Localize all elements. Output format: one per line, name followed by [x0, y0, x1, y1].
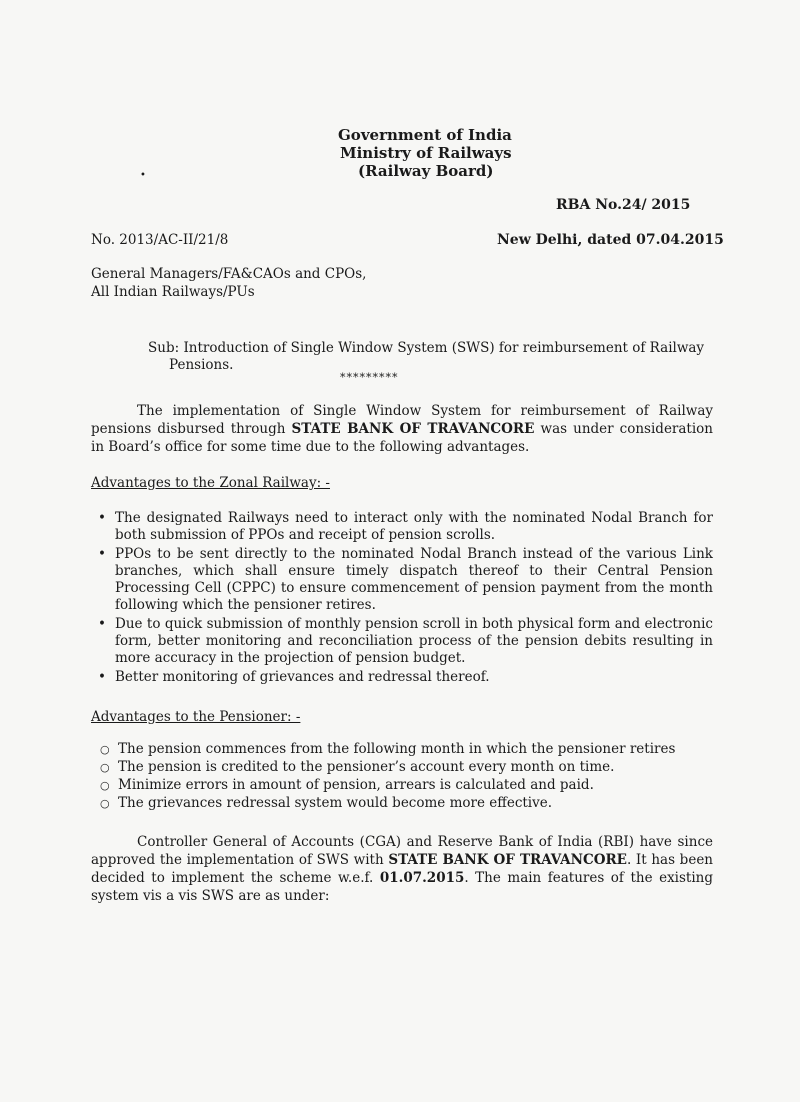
para2-effective-date: 01.07.2015: [379, 870, 465, 886]
list-item-text: The pension commences from the following month in which the pensioner retires: [118, 741, 676, 757]
list-item: [98, 510, 713, 544]
heading-pensioner-advantages: Advantages to the Pensioner: -: [91, 709, 301, 725]
addressee: [91, 265, 366, 301]
bullet-icon: •: [98, 669, 106, 685]
subject-text-continued: Pensions.: [169, 357, 234, 373]
subject-label: Sub:: [148, 340, 180, 356]
list-item: [100, 777, 700, 794]
list-item: [98, 616, 713, 667]
circle-bullet-icon: ○: [100, 743, 110, 756]
list-item: [98, 669, 713, 686]
para1-text: The implementation of Single Window System for reimbursement of Railway pensions disbursed through: [91, 403, 713, 437]
letterhead-line-2: Ministry of Railways: [340, 144, 512, 162]
separator: *********: [340, 371, 399, 384]
date-line: New Delhi, dated 07.04.2015: [497, 232, 724, 248]
rba-number: RBA No.24/ 2015: [556, 197, 691, 213]
bullet-icon: •: [98, 510, 106, 526]
para1-text-end: was under consideration in Board’s office for some time due to the following advantages.: [91, 421, 713, 455]
subject: [148, 340, 713, 374]
pensioner-advantages-list: [100, 741, 700, 813]
list-item-text: The grievances redressal system would become more effective.: [118, 795, 553, 811]
addressee-line-2: All Indian Railways/PUs: [91, 284, 255, 300]
list-item-text: Better monitoring of grievances and redressal thereof.: [115, 669, 490, 685]
scan-speck: •: [140, 170, 146, 181]
list-item-text: Due to quick submission of monthly pension scroll in both physical form and electronic form, better monitoring and reconciliation process of the pension debits resulting in more accuracy in the projection of pension budget.: [115, 616, 713, 666]
addressee-line-1: General Managers/FA&CAOs and CPOs,: [91, 266, 367, 282]
circle-bullet-icon: ○: [100, 797, 110, 810]
para2-text: Controller General of Accounts (CGA) and Reserve Bank of India (RBI) have since approved the implementation of SWS with: [91, 834, 713, 868]
bullet-icon: •: [98, 616, 106, 632]
list-item: [98, 546, 713, 614]
letterhead-line-3: (Railway Board): [358, 162, 494, 180]
list-item: [100, 741, 700, 758]
paragraph-intro: [91, 402, 713, 456]
circle-bullet-icon: ○: [100, 779, 110, 792]
paragraph-implementation: [91, 833, 713, 905]
zonal-advantages-list: [98, 510, 713, 688]
letterhead: [338, 126, 512, 180]
file-number: No. 2013/AC-II/21/8: [91, 232, 229, 248]
letterhead-line-1: Government of India: [338, 126, 512, 144]
para2-text-end: . The main features of the existing system vis a vis SWS are as under:: [91, 870, 714, 904]
list-item: [100, 759, 700, 776]
list-item-text: The pension is credited to the pensioner’s account every month on time.: [118, 759, 615, 775]
heading-zonal-advantages: Advantages to the Zonal Railway: -: [91, 475, 330, 491]
bullet-icon: •: [98, 546, 106, 562]
list-item-text: PPOs to be sent directly to the nominated Nodal Branch instead of the various Link branches, which shall ensure timely dispatch thereof to their Central Pension Processing Cell (CPPC) to ensure commencement of pension payment from the month following which the pensioner retires.: [115, 546, 713, 613]
list-item-text: Minimize errors in amount of pension, arrears is calculated and paid.: [118, 777, 594, 793]
list-item: [100, 795, 700, 812]
subject-text: Introduction of Single Window System (SWS) for reimbursement of Railway: [183, 340, 705, 356]
para2-text-mid: . It has been decided to implement the scheme w.e.f.: [91, 852, 713, 886]
circle-bullet-icon: ○: [100, 761, 110, 774]
para2-bank-name: STATE BANK OF TRAVANCORE: [388, 852, 627, 868]
list-item-text: The designated Railways need to interact only with the nominated Nodal Branch for both submission of PPOs and receipt of pension scrolls.: [115, 510, 713, 543]
para1-bank-name: STATE BANK OF TRAVANCORE: [291, 421, 535, 437]
